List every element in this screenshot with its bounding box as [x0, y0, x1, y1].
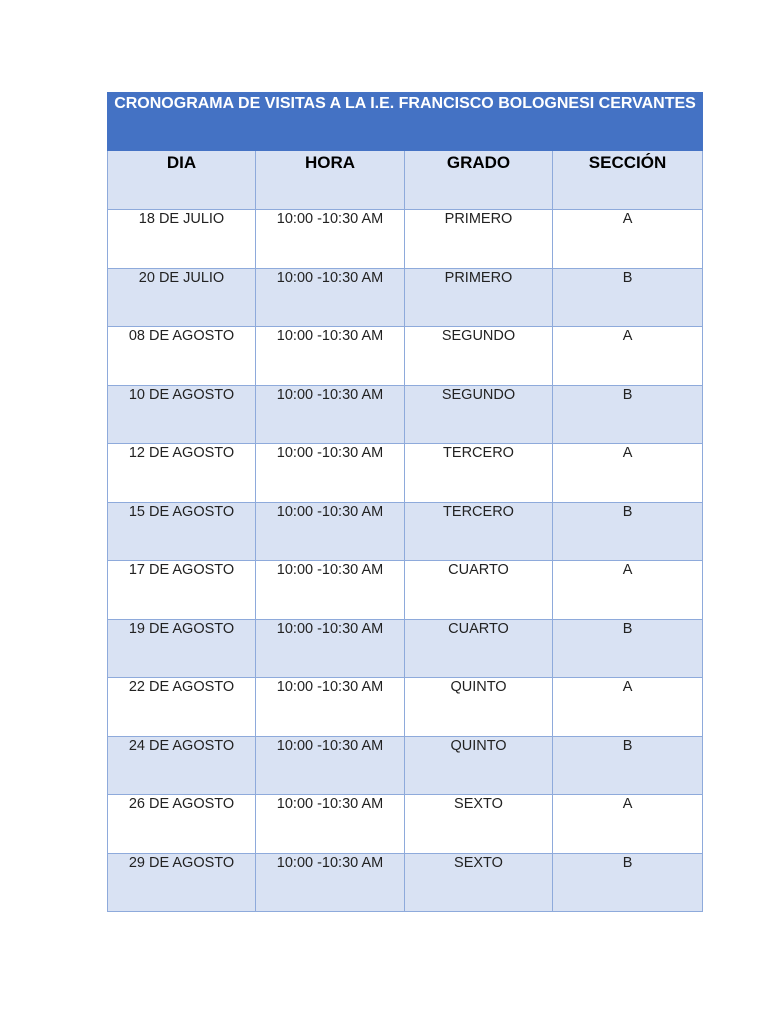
- cell-seccion: A: [553, 327, 703, 386]
- cell-dia: 22 DE AGOSTO: [108, 678, 256, 737]
- cell-hora: 10:00 -10:30 AM: [256, 327, 405, 386]
- table-row: [108, 268, 703, 327]
- cell-grado: TERCERO: [405, 444, 553, 503]
- column-header-hora: HORA: [256, 151, 405, 210]
- title-row: [108, 93, 703, 151]
- cell-dia: 08 DE AGOSTO: [108, 327, 256, 386]
- cell-grado: CUARTO: [405, 619, 553, 678]
- cell-seccion: A: [553, 561, 703, 620]
- cell-dia: 15 DE AGOSTO: [108, 502, 256, 561]
- table-row: [108, 561, 703, 620]
- cell-dia: 20 DE JULIO: [108, 268, 256, 327]
- cell-seccion: A: [553, 678, 703, 737]
- cell-hora: 10:00 -10:30 AM: [256, 853, 405, 912]
- cell-dia: 17 DE AGOSTO: [108, 561, 256, 620]
- cell-dia: 18 DE JULIO: [108, 210, 256, 269]
- table-row: [108, 736, 703, 795]
- cell-seccion: A: [553, 444, 703, 503]
- cell-seccion: B: [553, 268, 703, 327]
- cell-dia: 26 DE AGOSTO: [108, 795, 256, 854]
- table-row: [108, 795, 703, 854]
- cell-dia: 10 DE AGOSTO: [108, 385, 256, 444]
- cell-hora: 10:00 -10:30 AM: [256, 268, 405, 327]
- cell-grado: CUARTO: [405, 561, 553, 620]
- cell-hora: 10:00 -10:30 AM: [256, 502, 405, 561]
- cell-seccion: B: [553, 853, 703, 912]
- table-row: [108, 619, 703, 678]
- table-title: CRONOGRAMA DE VISITAS A LA I.E. FRANCISCO BOLOGNESI CERVANTES: [108, 93, 703, 151]
- cell-hora: 10:00 -10:30 AM: [256, 444, 405, 503]
- cell-hora: 10:00 -10:30 AM: [256, 561, 405, 620]
- cell-grado: TERCERO: [405, 502, 553, 561]
- cell-grado: SEGUNDO: [405, 327, 553, 386]
- cell-hora: 10:00 -10:30 AM: [256, 210, 405, 269]
- table-row: [108, 385, 703, 444]
- cell-dia: 19 DE AGOSTO: [108, 619, 256, 678]
- table-row: [108, 678, 703, 737]
- cell-hora: 10:00 -10:30 AM: [256, 385, 405, 444]
- column-header-grado: GRADO: [405, 151, 553, 210]
- cell-seccion: B: [553, 736, 703, 795]
- table-row: [108, 444, 703, 503]
- cell-dia: 12 DE AGOSTO: [108, 444, 256, 503]
- cell-seccion: A: [553, 210, 703, 269]
- cell-grado: QUINTO: [405, 736, 553, 795]
- cell-grado: PRIMERO: [405, 268, 553, 327]
- cell-seccion: B: [553, 619, 703, 678]
- cell-dia: 24 DE AGOSTO: [108, 736, 256, 795]
- column-header-dia: DIA: [108, 151, 256, 210]
- column-header-seccion: SECCIÓN: [553, 151, 703, 210]
- cell-seccion: A: [553, 795, 703, 854]
- table-row: [108, 210, 703, 269]
- schedule-table: [107, 92, 703, 912]
- cell-grado: SEGUNDO: [405, 385, 553, 444]
- cell-hora: 10:00 -10:30 AM: [256, 678, 405, 737]
- cell-grado: SEXTO: [405, 853, 553, 912]
- header-row: [108, 151, 703, 210]
- table-row: [108, 502, 703, 561]
- cell-hora: 10:00 -10:30 AM: [256, 795, 405, 854]
- cell-grado: SEXTO: [405, 795, 553, 854]
- cell-hora: 10:00 -10:30 AM: [256, 736, 405, 795]
- cell-seccion: B: [553, 385, 703, 444]
- table-row: [108, 327, 703, 386]
- cell-grado: QUINTO: [405, 678, 553, 737]
- cell-dia: 29 DE AGOSTO: [108, 853, 256, 912]
- cell-grado: PRIMERO: [405, 210, 553, 269]
- cell-seccion: B: [553, 502, 703, 561]
- cell-hora: 10:00 -10:30 AM: [256, 619, 405, 678]
- table-row: [108, 853, 703, 912]
